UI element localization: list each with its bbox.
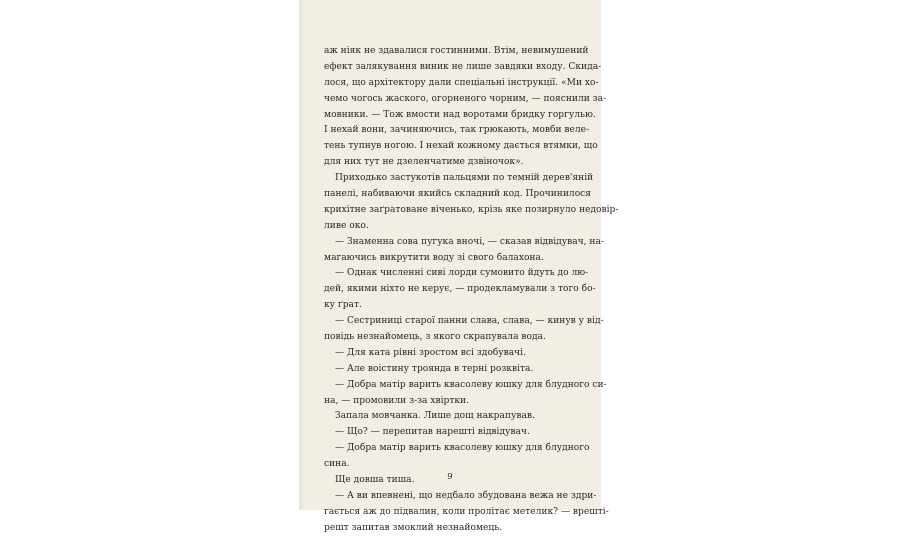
text-line: панелі, набиваючи якийсь складний код. Прочинилося xyxy=(324,189,592,200)
text-line: аж ніяк не здавалися гостинними. Втім, невимушений xyxy=(324,46,589,56)
text-line: дей, якими ніхто не керує, — продекламували з того бо- xyxy=(324,284,596,295)
text-line: повідь незнайомець, з якого скрапувала вода. xyxy=(324,332,546,343)
text-line: для них тут не дзеленчатиме дзвіночок». xyxy=(324,157,524,168)
text-line: — Що? — перепитав нарешті відвідувач. xyxy=(335,427,530,438)
text-line: — Для ката рівні зростом всі здобувачі. xyxy=(335,347,526,358)
text-line: на, — промовили з-за хвіртки. xyxy=(324,395,470,406)
text-line: тень тупнув ногою. І нехай кожному дається втямки, що xyxy=(324,141,598,152)
text-line: крихітне заґратоване віченько, крізь яке позирнуло недовір- xyxy=(324,204,619,215)
text-line: І нехай вони, зачиняючись, так грюкають, мовби веле- xyxy=(324,125,590,136)
text-line: — Добра матір варить квасолеву юшку для блудного xyxy=(335,443,590,454)
text-line: — А ви впевнені, що недбало збудована вежа не здри- xyxy=(335,490,597,501)
text-line: ливе око. xyxy=(324,220,369,231)
text-line: — Добра матір варить квасолеву юшку для блудного си- xyxy=(335,379,607,390)
text-line: чемо чогось жаского, огорненого чорним, — пояснили за- xyxy=(324,93,607,104)
text-line: решт запитав змоклий незнайомець. xyxy=(324,522,503,533)
book-page xyxy=(299,0,619,533)
text-line: Запала мовчанка. Лише дощ накрапував. xyxy=(335,411,535,422)
text-line: ефект залякування виник не лише завдяки входу. Скида- xyxy=(324,61,602,72)
text-line: мовники. — Тож вмости над воротами бридку горгулью. xyxy=(324,109,596,120)
text-line: сина. xyxy=(324,459,350,470)
text-line: ку ґрат. xyxy=(324,300,362,311)
text-line: — Сестриниці старої панни слава, слава, — кинув у від- xyxy=(335,316,604,327)
body-text xyxy=(324,44,619,537)
text-line: Ще довша тиша. xyxy=(335,475,415,486)
text-line: — Однак численні сиві лорди сумовито йдуть до лю- xyxy=(335,268,589,279)
text-line: — Але воістину троянда в терні розквіта. xyxy=(335,363,534,374)
page-number: 9 xyxy=(447,472,453,482)
text-line: — Знаменна сова пугука вночі, — сказав відвідувач, на- xyxy=(335,236,604,247)
text-line: магаючись викрутити воду зі свого балахона. xyxy=(324,252,544,263)
text-line: Приходько застукотів пальцями по темній дерев'яній xyxy=(335,173,594,184)
text-line: гається аж до підвалин, коли пролітає метелик? — врешті- xyxy=(324,506,609,517)
text-line: лося, що архітектору дали спеціальні інструкції. «Ми хо- xyxy=(324,77,599,88)
